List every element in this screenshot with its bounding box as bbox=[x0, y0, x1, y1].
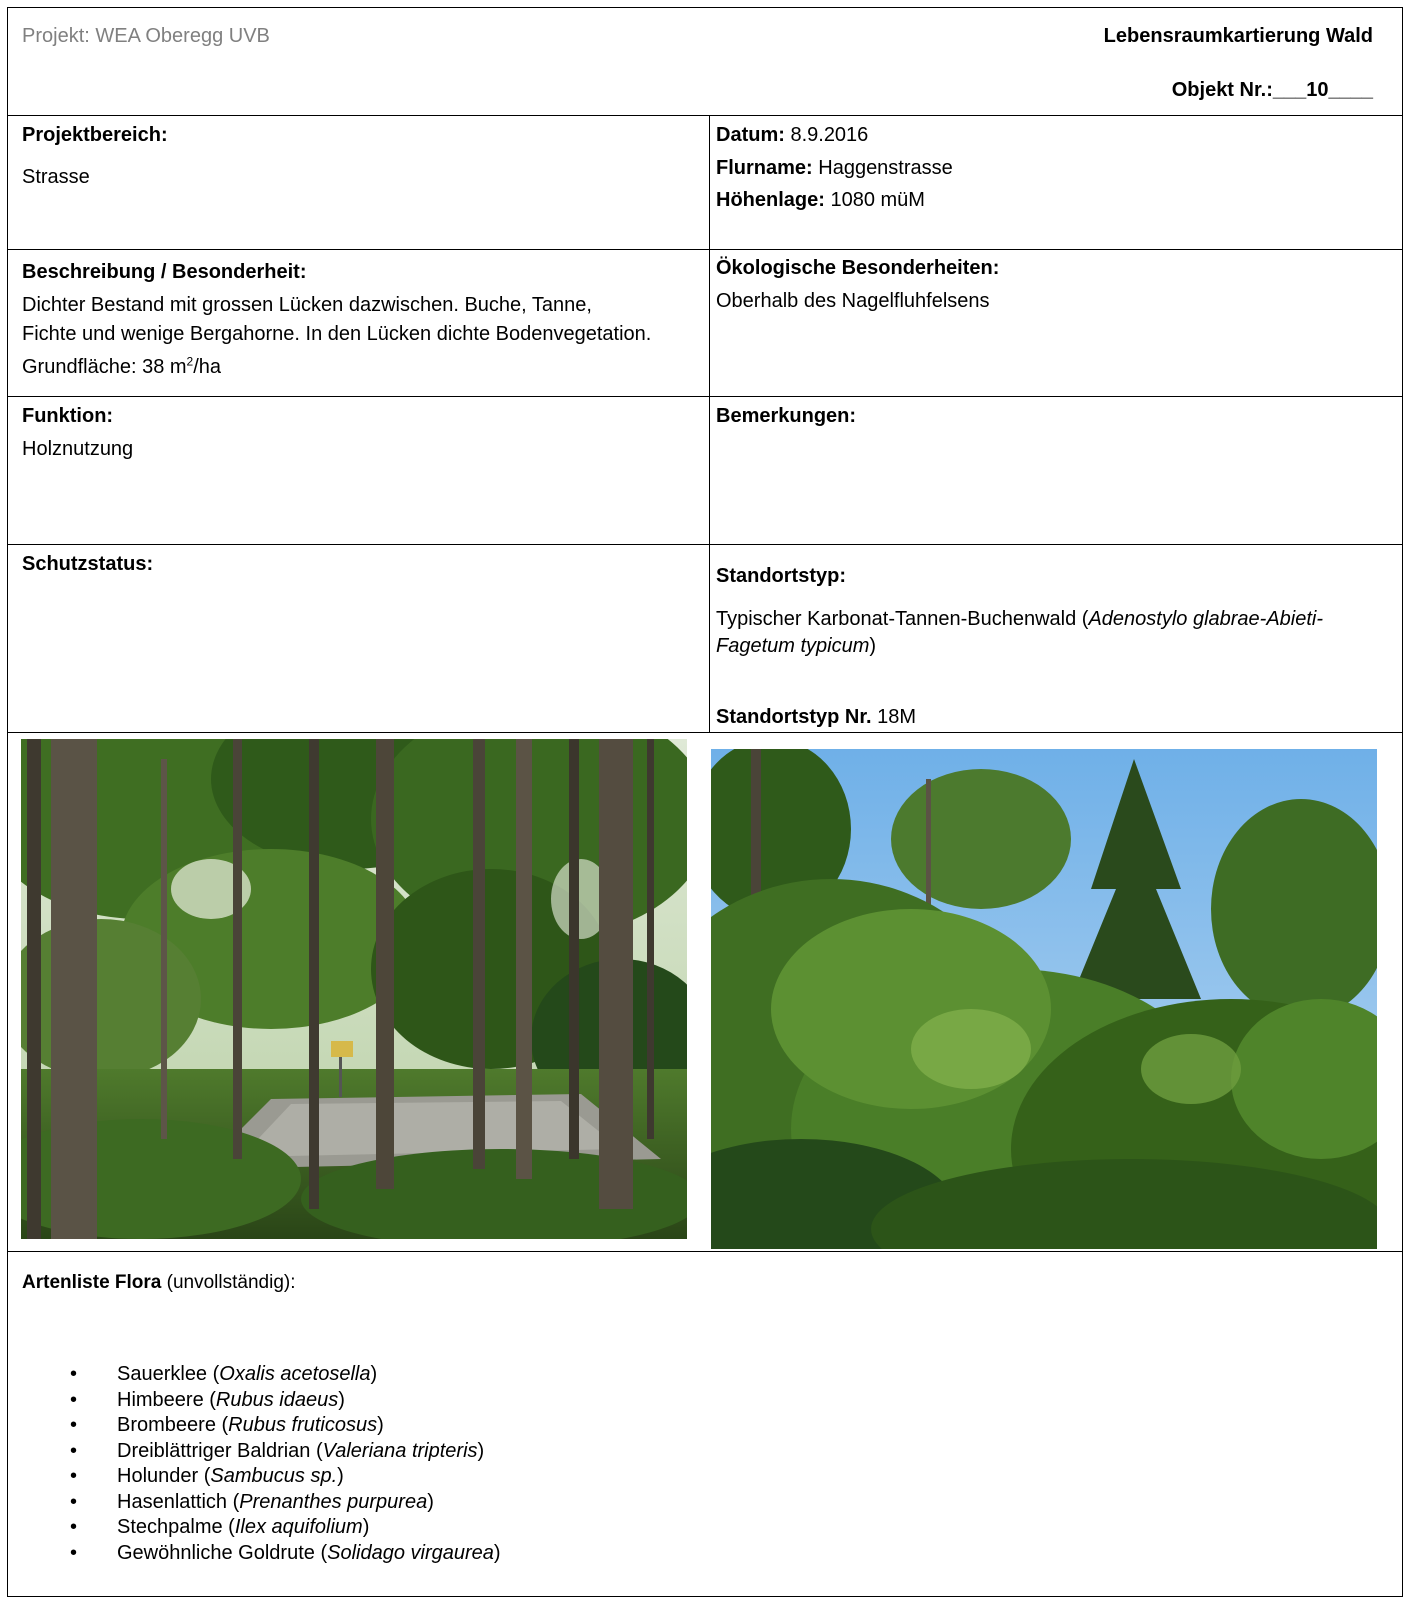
beschreibung-line-1: Dichter Bestand mit grossen Lücken dazwischen. Buche, Tanne, bbox=[22, 294, 592, 316]
species-common: Gewöhnliche Goldrute bbox=[117, 1541, 315, 1564]
bullet-icon: • bbox=[70, 1490, 78, 1513]
divider-row-3 bbox=[7, 544, 1403, 545]
bullet-icon: • bbox=[70, 1465, 78, 1487]
object-number-blank-after: ____ bbox=[1328, 79, 1373, 101]
standortstyp-latin-2: Fagetum typicum bbox=[716, 635, 870, 657]
grundflaeche-prefix: Grundfläche: 38 m bbox=[22, 356, 187, 378]
species-latin: Oxalis acetosella bbox=[219, 1363, 371, 1385]
object-number: 10 bbox=[1306, 79, 1329, 101]
artenliste-heading bbox=[22, 1270, 296, 1297]
list-item: • Sauerklee (Oxalis acetosella) bbox=[70, 1362, 501, 1388]
grundflaeche-line bbox=[22, 353, 221, 381]
list-item: • Holunder (Sambucus sp.) bbox=[70, 1464, 501, 1490]
bullet-icon: • bbox=[70, 1516, 78, 1538]
funktion-label: Funktion: bbox=[22, 405, 114, 427]
standortstyp-close: ) bbox=[869, 635, 877, 657]
species-latin: Rubus fruticosus bbox=[228, 1414, 378, 1436]
artenliste-label: Artenliste Flora bbox=[22, 1272, 162, 1293]
list-item: • Hasenlattich (Prenanthes purpurea) bbox=[70, 1490, 501, 1516]
datum-value: 8.9.2016 bbox=[790, 124, 869, 146]
divider-header bbox=[7, 115, 1403, 116]
standortstyp-nr-label: Standortstyp Nr. bbox=[716, 706, 872, 728]
divider-photos bbox=[7, 1251, 1403, 1252]
divider-row-4 bbox=[7, 732, 1403, 733]
species-common: Sauerklee bbox=[117, 1363, 208, 1385]
standortstyp-latin-1: Adenostylo glabrae-Abieti- bbox=[1088, 608, 1324, 630]
grundflaeche-superscript: 2 bbox=[186, 354, 194, 369]
species-list bbox=[70, 1362, 501, 1566]
artenliste-note: (unvollständig): bbox=[161, 1272, 296, 1293]
bullet-icon: • bbox=[70, 1414, 78, 1436]
datum-line bbox=[716, 121, 868, 149]
bullet-icon: • bbox=[70, 1439, 78, 1462]
beschreibung-line-2: Fichte und wenige Bergahorne. In den Lücken dichte Bodenvegetation. bbox=[22, 323, 652, 345]
standortstyp-common: Typischer Karbonat-Tannen-Buchenwald ( bbox=[716, 608, 1089, 630]
projektbereich-label: Projektbereich: bbox=[22, 124, 168, 146]
species-latin: Valeriana tripteris bbox=[322, 1439, 478, 1462]
object-number-blank-before: ___ bbox=[1272, 79, 1307, 101]
project-name: Projekt: WEA Oberegg UVB bbox=[22, 25, 270, 47]
schutzstatus-label: Schutzstatus: bbox=[22, 553, 154, 575]
species-common: Stechpalme bbox=[117, 1516, 223, 1538]
bullet-icon: • bbox=[70, 1541, 78, 1564]
species-common: Hasenlattich bbox=[117, 1490, 228, 1513]
species-common: Dreiblättriger Baldrian bbox=[117, 1439, 311, 1462]
object-number-label: Objekt Nr.: bbox=[1171, 79, 1273, 101]
list-item: • Brombeere (Rubus fruticosus) bbox=[70, 1413, 501, 1439]
divider-row-1 bbox=[7, 249, 1403, 250]
list-item: • Dreiblättriger Baldrian (Valeriana tripteris) bbox=[70, 1439, 501, 1465]
standortstyp-nr-line bbox=[716, 703, 916, 731]
flurname-label: Flurname: bbox=[716, 157, 813, 179]
grundflaeche-suffix: /ha bbox=[193, 356, 222, 378]
bullet-icon: • bbox=[70, 1388, 78, 1411]
forest-undergrowth-photo bbox=[711, 749, 1377, 1249]
species-common: Himbeere bbox=[117, 1388, 204, 1411]
standortstyp-nr-value: 18M bbox=[877, 706, 917, 728]
forest-road-photo bbox=[21, 739, 687, 1239]
standortstyp-line-1 bbox=[716, 605, 1323, 633]
list-item: • Gewöhnliche Goldrute (Solidago virgaurea) bbox=[70, 1541, 501, 1567]
hoehenlage-value: 1080 müM bbox=[830, 189, 925, 211]
species-latin: Sambucus sp. bbox=[210, 1465, 338, 1487]
document-title: Lebensraumkartierung Wald bbox=[1103, 25, 1373, 47]
list-item: • Himbeere (Rubus idaeus) bbox=[70, 1388, 501, 1414]
bullet-icon: • bbox=[70, 1363, 78, 1385]
species-latin: Prenanthes purpurea bbox=[239, 1490, 428, 1513]
object-number-line bbox=[1172, 76, 1373, 104]
hoehenlage-label: Höhenlage: bbox=[716, 189, 825, 211]
species-latin: Solidago virgaurea bbox=[327, 1541, 494, 1564]
species-latin: Rubus idaeus bbox=[215, 1388, 339, 1411]
beschreibung-label: Beschreibung / Besonderheit: bbox=[22, 261, 307, 283]
datum-label: Datum: bbox=[716, 124, 785, 146]
hoehenlage-line bbox=[716, 186, 925, 214]
species-common: Brombeere bbox=[117, 1414, 216, 1436]
divider-row-2 bbox=[7, 396, 1403, 397]
bemerkungen-label: Bemerkungen: bbox=[716, 405, 857, 427]
projektbereich-value: Strasse bbox=[22, 166, 90, 188]
standortstyp-label: Standortstyp: bbox=[716, 565, 846, 587]
flurname-value: Haggenstrasse bbox=[818, 157, 953, 179]
funktion-value: Holznutzung bbox=[22, 438, 134, 460]
species-common: Holunder bbox=[117, 1465, 199, 1487]
species-latin: Ilex aquifolium bbox=[234, 1516, 363, 1538]
oekologie-value: Oberhalb des Nagelfluhfelsens bbox=[716, 290, 990, 312]
flurname-line bbox=[716, 154, 953, 182]
column-divider bbox=[709, 115, 710, 732]
standortstyp-line-2 bbox=[716, 632, 876, 660]
oekologie-label: Ökologische Besonderheiten: bbox=[716, 257, 1000, 279]
list-item: • Stechpalme (Ilex aquifolium) bbox=[70, 1515, 501, 1541]
